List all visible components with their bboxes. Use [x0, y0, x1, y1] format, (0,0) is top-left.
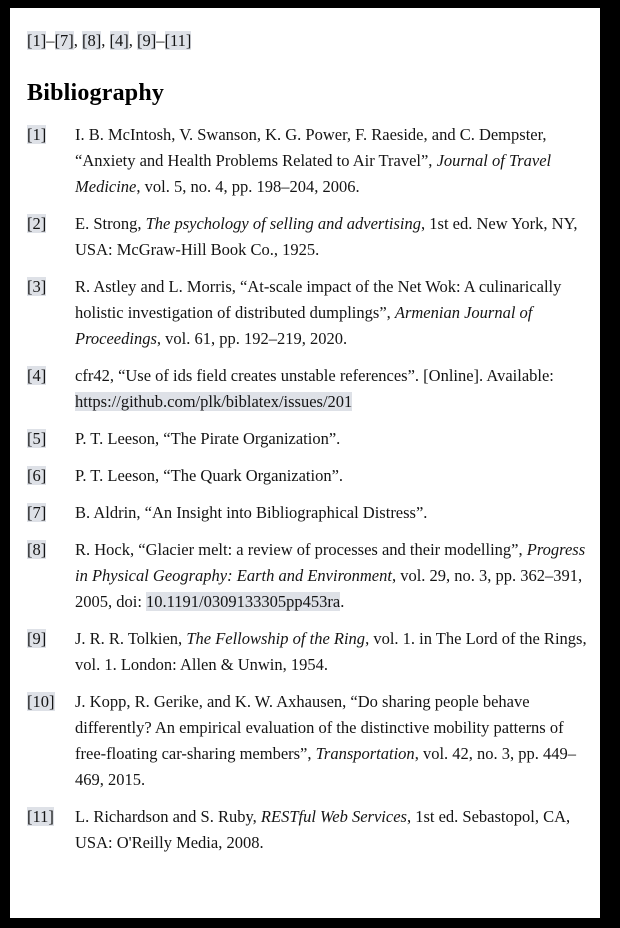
reference-entry	[27, 804, 594, 856]
text-segment: , vol. 5, no. 4, pp. 198–204, 2006.	[136, 177, 360, 196]
reference-label-text: [7]	[27, 503, 47, 522]
reference-label-text: [8]	[27, 540, 47, 559]
text-segment: , vol. 29, no. 3, pp. 362–391, 2005, doi:	[75, 566, 583, 611]
reference-label[interactable]	[27, 274, 75, 300]
reference-text	[75, 500, 427, 526]
reference-entry	[27, 426, 594, 452]
bibliography-heading: Bibliography	[27, 80, 165, 106]
reference-link[interactable]: https://github.com/plk/biblatex/issues/201	[75, 392, 353, 411]
text-segment: , 1st ed. New York, NY, USA: McGraw-Hill Book Co., 1925.	[75, 214, 578, 259]
citation-link[interactable]: [4]	[109, 31, 129, 50]
citation-link[interactable]: [1]	[27, 31, 47, 50]
text-segment: , vol. 42, no. 3, pp. 449–469, 2015.	[75, 744, 577, 789]
reference-text	[75, 426, 340, 452]
text-segment: P. T. Leeson, “The Pirate Organization”.	[75, 429, 341, 448]
text-segment: R. Hock, “Glacier melt: a review of processes and their modelling”,	[75, 540, 527, 559]
reference-entry	[27, 211, 594, 263]
reference-entry	[27, 363, 594, 415]
reference-label[interactable]	[27, 689, 75, 715]
document-page	[10, 8, 600, 918]
reference-label[interactable]	[27, 463, 75, 489]
text-segment: Transportation	[315, 744, 415, 763]
citation-link[interactable]: [7]	[54, 31, 74, 50]
text-segment: I. B. McIntosh, V. Swanson, K. G. Power, F. Raeside, and C. Dempster, “Anxiety and Health Problems Related to Air Travel”,	[75, 125, 547, 170]
reference-text	[75, 274, 592, 352]
citation-link[interactable]: [11]	[164, 31, 192, 50]
text-segment: , vol. 1. in The Lord of the Rings, vol. 1. London: Allen & Unwin, 1954.	[75, 629, 587, 674]
reference-text	[75, 689, 592, 793]
reference-label[interactable]	[27, 211, 75, 237]
page-content	[10, 8, 600, 856]
reference-label[interactable]	[27, 426, 75, 452]
text-segment: P. T. Leeson, “The Quark Organization”.	[75, 466, 344, 485]
reference-entry	[27, 500, 594, 526]
reference-label-text: [10]	[27, 692, 55, 711]
reference-text	[75, 122, 592, 200]
text-segment: RESTful Web Services	[260, 807, 407, 826]
reference-label[interactable]	[27, 537, 75, 563]
reference-link[interactable]: 10.1191/0309133305pp453ra	[146, 592, 341, 611]
reference-label[interactable]	[27, 122, 75, 148]
reference-text	[75, 363, 592, 415]
reference-text	[75, 626, 592, 678]
reference-label-text: [5]	[27, 429, 47, 448]
reference-list	[27, 122, 594, 856]
text-segment: –	[46, 31, 55, 50]
text-segment: cfr42, “Use of ids field creates unstable references”. [Online]. Available:	[75, 366, 554, 385]
text-segment: .	[340, 592, 345, 611]
reference-text	[75, 463, 343, 489]
reference-entry	[27, 122, 594, 200]
text-segment: B. Aldrin, “An Insight into Bibliographical Distress”.	[75, 503, 428, 522]
text-segment: L. Richardson and S. Ruby,	[75, 807, 261, 826]
reference-label-text: [4]	[27, 366, 47, 385]
text-segment: J. Kopp, R. Gerike, and K. W. Axhausen, “Do sharing people behave differently? An empirical evaluation of the distinctive mobility patterns of free-floating car-sharing members”,	[75, 692, 564, 763]
citation-line	[27, 28, 594, 54]
text-segment: , vol. 61, pp. 192–219, 2020.	[156, 329, 348, 348]
citation-link[interactable]: [9]	[137, 31, 157, 50]
reference-label-text: [3]	[27, 277, 47, 296]
reference-text	[75, 537, 592, 615]
reference-label[interactable]	[27, 804, 75, 830]
reference-text	[75, 211, 592, 263]
text-segment: Armenian Journal of Proceedings	[75, 303, 533, 348]
citation-link[interactable]: [8]	[82, 31, 102, 50]
reference-entry	[27, 274, 594, 352]
reference-label-text: [11]	[27, 807, 54, 826]
text-segment: Journal of Travel Medicine	[75, 151, 552, 196]
reference-label[interactable]	[27, 363, 75, 389]
text-segment: ,	[101, 31, 110, 50]
reference-entry	[27, 537, 594, 615]
reference-text	[75, 804, 592, 856]
text-segment: R. Astley and L. Morris, “At-scale impact of the Net Wok: A culinarically holistic investigation of distributed dumplings”,	[75, 277, 562, 322]
text-segment: ,	[73, 31, 82, 50]
text-segment: The psychology of selling and advertising	[145, 214, 422, 233]
reference-label-text: [6]	[27, 466, 47, 485]
reference-entry	[27, 463, 594, 489]
text-segment: Progress in Physical Geography: Earth and Environment	[75, 540, 586, 585]
reference-label-text: [1]	[27, 125, 47, 144]
text-segment: J. R. R. Tolkien,	[75, 629, 187, 648]
reference-label[interactable]	[27, 626, 75, 652]
text-segment: ,	[128, 31, 137, 50]
reference-label[interactable]	[27, 500, 75, 526]
text-segment: , 1st ed. Sebastopol, CA, USA: O'Reilly Media, 2008.	[75, 807, 571, 852]
text-segment: E. Strong,	[75, 214, 146, 233]
reference-entry	[27, 626, 594, 678]
reference-entry	[27, 689, 594, 793]
reference-label-text: [2]	[27, 214, 47, 233]
reference-label-text: [9]	[27, 629, 47, 648]
text-segment: –	[156, 31, 165, 50]
text-segment: The Fellowship of the Ring	[186, 629, 366, 648]
